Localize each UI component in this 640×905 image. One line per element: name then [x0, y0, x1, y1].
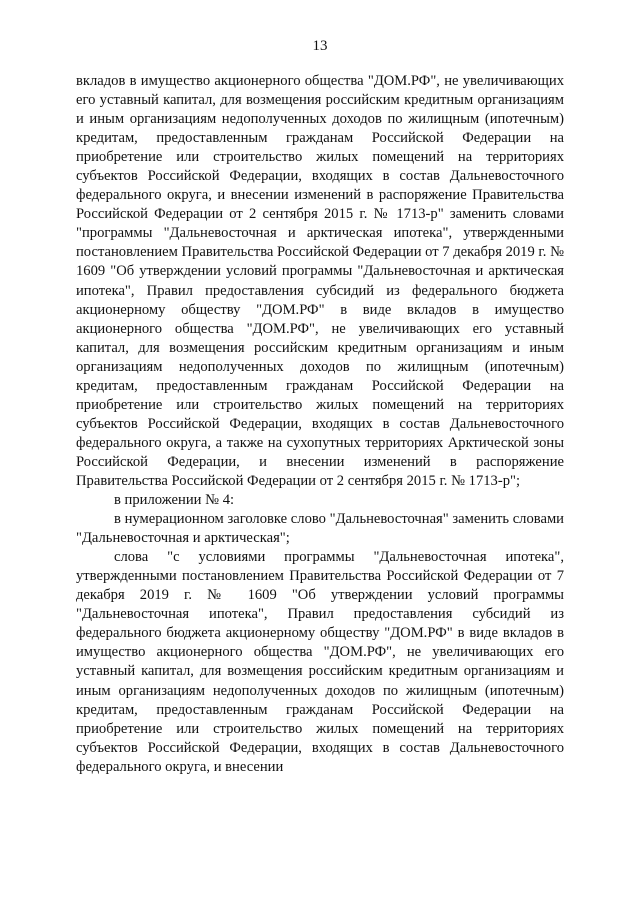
paragraph-words-replacement: слова "с условиями программы "Дальневосточная ипотека", утвержденными постановлением Правительства Российской Федерации от 7 декабря 2019 г. № 1609 "Об утверждении условий программы "Дальневосточная ипотека", Правил предоставления субсидий из федерального бюджета акционерному обществу "ДОМ.РФ" в виде вкладов в имущество акционерного общества "ДОМ.РФ", не увеличивающих его уставный капитал, для возмещения российским кредитным организациям и иным организациям недополученных доходов по жилищным (ипотечным) кредитам, предоставленным гражданам Российской Федерации на приобретение или строительство жилых помещений на территориях субъектов Российской Федерации, входящих в состав Дальневосточного федерального округа, и внесении	[76, 549, 564, 775]
page-number: 13	[312, 38, 328, 54]
paragraph-appendix-4: в приложении № 4:	[114, 492, 235, 509]
document-body	[76, 72, 564, 777]
paragraph-continuation: вкладов в имущество акционерного общества "ДОМ.РФ", не увеличивающих его уставный капитал, для возмещения российским кредитным организациям и иным организациям недополученных доходов по жилищным (ипотечным) кредитам, предоставленным гражданам Российской Федерации на приобретение или строительство жилых помещений на территориях субъектов Российской Федерации, входящих в состав Дальневосточного федерального округа, и внесении изменений в распоряжение Правительства Российской Федерации от 2 сентября 2015 г. № 1713-р" заменить словами "программы "Дальневосточная и арктическая ипотека", утвержденными постановлением Правительства Российской Федерации от 7 декабря 2019 г. № 1609 "Об утверждении условий программы "Дальневосточная и арктическая ипотека", Правил предоставления субсидий из федерального бюджета акционерному обществу "ДОМ.РФ" в виде вкладов в имущество акционерного общества "ДОМ.РФ", не увеличивающих его уставный капитал, для возмещения российским кредитным организациям и иным организациям недополученных доходов по жилищным (ипотечным) кредитам, предоставленным гражданам Российской Федерации на приобретение или строительство жилых помещений на территориях субъектов Российской Федерации, входящих в состав Дальневосточного федерального округа, а также на сухопутных территориях Арктической зоны Российской Федерации, и внесении изменений в распоряжение Правительства Российской Федерации от 2 сентября 2015 г. № 1713-р";	[76, 73, 564, 489]
paragraph-heading-change: в нумерационном заголовке слово "Дальневосточная" заменить словами "Дальневосточная и арктическая";	[76, 511, 564, 547]
